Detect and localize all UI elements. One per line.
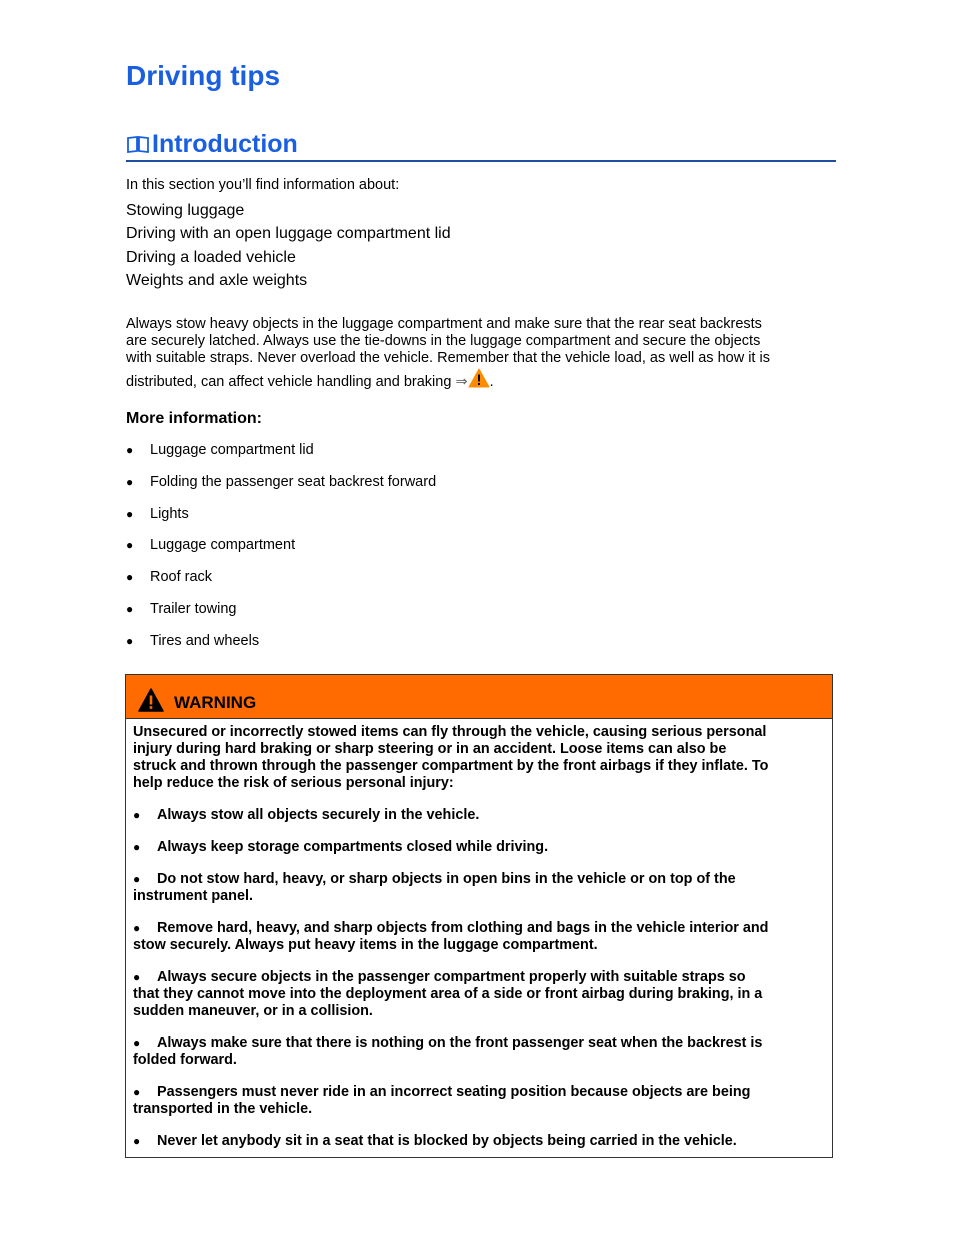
warning-title: WARNING: [174, 693, 257, 712]
section-heading-text: Introduction: [152, 130, 298, 158]
warning-item: [133, 920, 825, 954]
bullet: ●: [133, 921, 141, 935]
list-item[interactable]: Stowing luggage: [126, 202, 245, 219]
warning-line: Remove hard, heavy, and sharp objects from clothing and bags in the vehicle interior and: [157, 920, 769, 936]
list-item[interactable]: Driving a loaded vehicle: [126, 248, 296, 266]
list-item[interactable]: [126, 506, 436, 538]
list-item[interactable]: [126, 537, 436, 569]
warning-line: Passengers must never ride in an incorrect seating position because objects are being: [157, 1084, 751, 1100]
book-icon: [126, 134, 150, 154]
bullet: ●: [133, 840, 141, 854]
warning-item: [133, 969, 825, 1020]
warning-line: Never let anybody sit in a seat that is blocked by objects being carried in the vehicle.: [157, 1133, 737, 1149]
bullet: ●: [133, 808, 141, 822]
warning-line: struck and thrown through the passenger compartment by the front airbags if they inflate. To: [133, 758, 769, 774]
intro-lead: In this section you’ll find information about:: [126, 177, 400, 193]
list-item-label: Folding the passenger seat backrest forward: [150, 473, 437, 490]
warning-triangle-icon[interactable]: [468, 367, 490, 389]
paragraph-line: distributed, can affect vehicle handling and braking: [126, 374, 452, 390]
bullet: ●: [126, 633, 134, 648]
warning-item: [133, 871, 825, 905]
warning-box: [125, 674, 833, 1158]
warning-line: Always make sure that there is nothing on the front passenger seat when the backrest is: [157, 1035, 763, 1051]
list-item-label: Lights: [150, 505, 189, 522]
bullet: ●: [126, 538, 134, 553]
section-heading: [126, 128, 836, 162]
warning-intro: [133, 724, 825, 792]
paragraph-end: .: [489, 374, 494, 390]
paragraph-line: Always stow heavy objects in the luggage compartment and make sure that the rear seat backrests: [126, 316, 762, 332]
paragraph-line: with suitable straps. Never overload the vehicle. Remember that the vehicle load, as well as how it is: [126, 350, 770, 366]
list-item[interactable]: [126, 601, 436, 633]
warning-line: Unsecured or incorrectly stowed items can fly through the vehicle, causing serious personal: [133, 724, 767, 740]
list-item-label: Trailer towing: [150, 600, 237, 617]
warning-header: [126, 675, 832, 719]
bullet: ●: [133, 1085, 141, 1099]
warning-line: stow securely. Always put heavy items in the luggage compartment.: [133, 937, 598, 953]
more-info-list: [126, 442, 436, 665]
list-item-label: Luggage compartment lid: [150, 442, 314, 458]
arrow-icon: ⇒: [455, 374, 468, 390]
bullet: ●: [126, 601, 134, 616]
list-item[interactable]: Driving with an open luggage compartment lid: [126, 225, 451, 243]
warning-line: instrument panel.: [133, 888, 253, 904]
warning-line: sudden maneuver, or in a collision.: [133, 1003, 373, 1019]
warning-item: [133, 807, 825, 824]
list-item[interactable]: Weights and axle weights: [126, 271, 308, 289]
warning-line: transported in the vehicle.: [133, 1101, 313, 1117]
bullet: ●: [133, 1134, 141, 1148]
bullet: ●: [133, 970, 141, 984]
warning-item: [133, 839, 825, 856]
warning-triangle-icon: [138, 687, 164, 713]
topics-list: [126, 199, 451, 292]
list-item-label: Luggage compartment: [150, 537, 296, 554]
warning-line: Do not stow hard, heavy, or sharp objects in open bins in the vehicle or on top of the: [157, 871, 736, 887]
warning-line: that they cannot move into the deployment area of a side or front airbag during braking, in a: [133, 986, 763, 1002]
warning-line: Always stow all objects securely in the vehicle.: [157, 807, 480, 823]
bullet: ●: [126, 443, 134, 457]
warning-line: folded forward.: [133, 1052, 237, 1068]
list-item[interactable]: [126, 569, 436, 601]
warning-line: help reduce the risk of serious personal injury:: [133, 775, 454, 791]
warning-line: Always secure objects in the passenger compartment properly with suitable straps so: [157, 969, 746, 985]
bullet: ●: [126, 474, 134, 489]
page-title: Driving tips: [126, 60, 281, 91]
more-info-heading: More information:: [126, 410, 262, 427]
warning-item: [133, 1035, 825, 1069]
list-item[interactable]: [126, 442, 436, 474]
bullet: ●: [126, 570, 134, 585]
list-item[interactable]: [126, 633, 436, 665]
warning-item: [133, 1133, 825, 1150]
bullet: ●: [133, 1036, 141, 1050]
bullet: ●: [133, 872, 141, 886]
list-item-label: Roof rack: [150, 569, 213, 586]
warning-body: [126, 719, 832, 1150]
bullet: ●: [126, 506, 134, 521]
warning-item: [133, 1084, 825, 1118]
paragraph-line: are securely latched. Always use the tie-downs in the luggage compartment and secure the objects: [126, 333, 761, 349]
list-item[interactable]: [126, 474, 436, 506]
warning-line: injury during hard braking or sharp steering or in an accident. Loose items can also be: [133, 741, 727, 757]
warning-line: Always keep storage compartments closed while driving.: [157, 839, 549, 855]
list-item-label: Tires and wheels: [150, 632, 260, 649]
intro-paragraph: [126, 316, 826, 391]
